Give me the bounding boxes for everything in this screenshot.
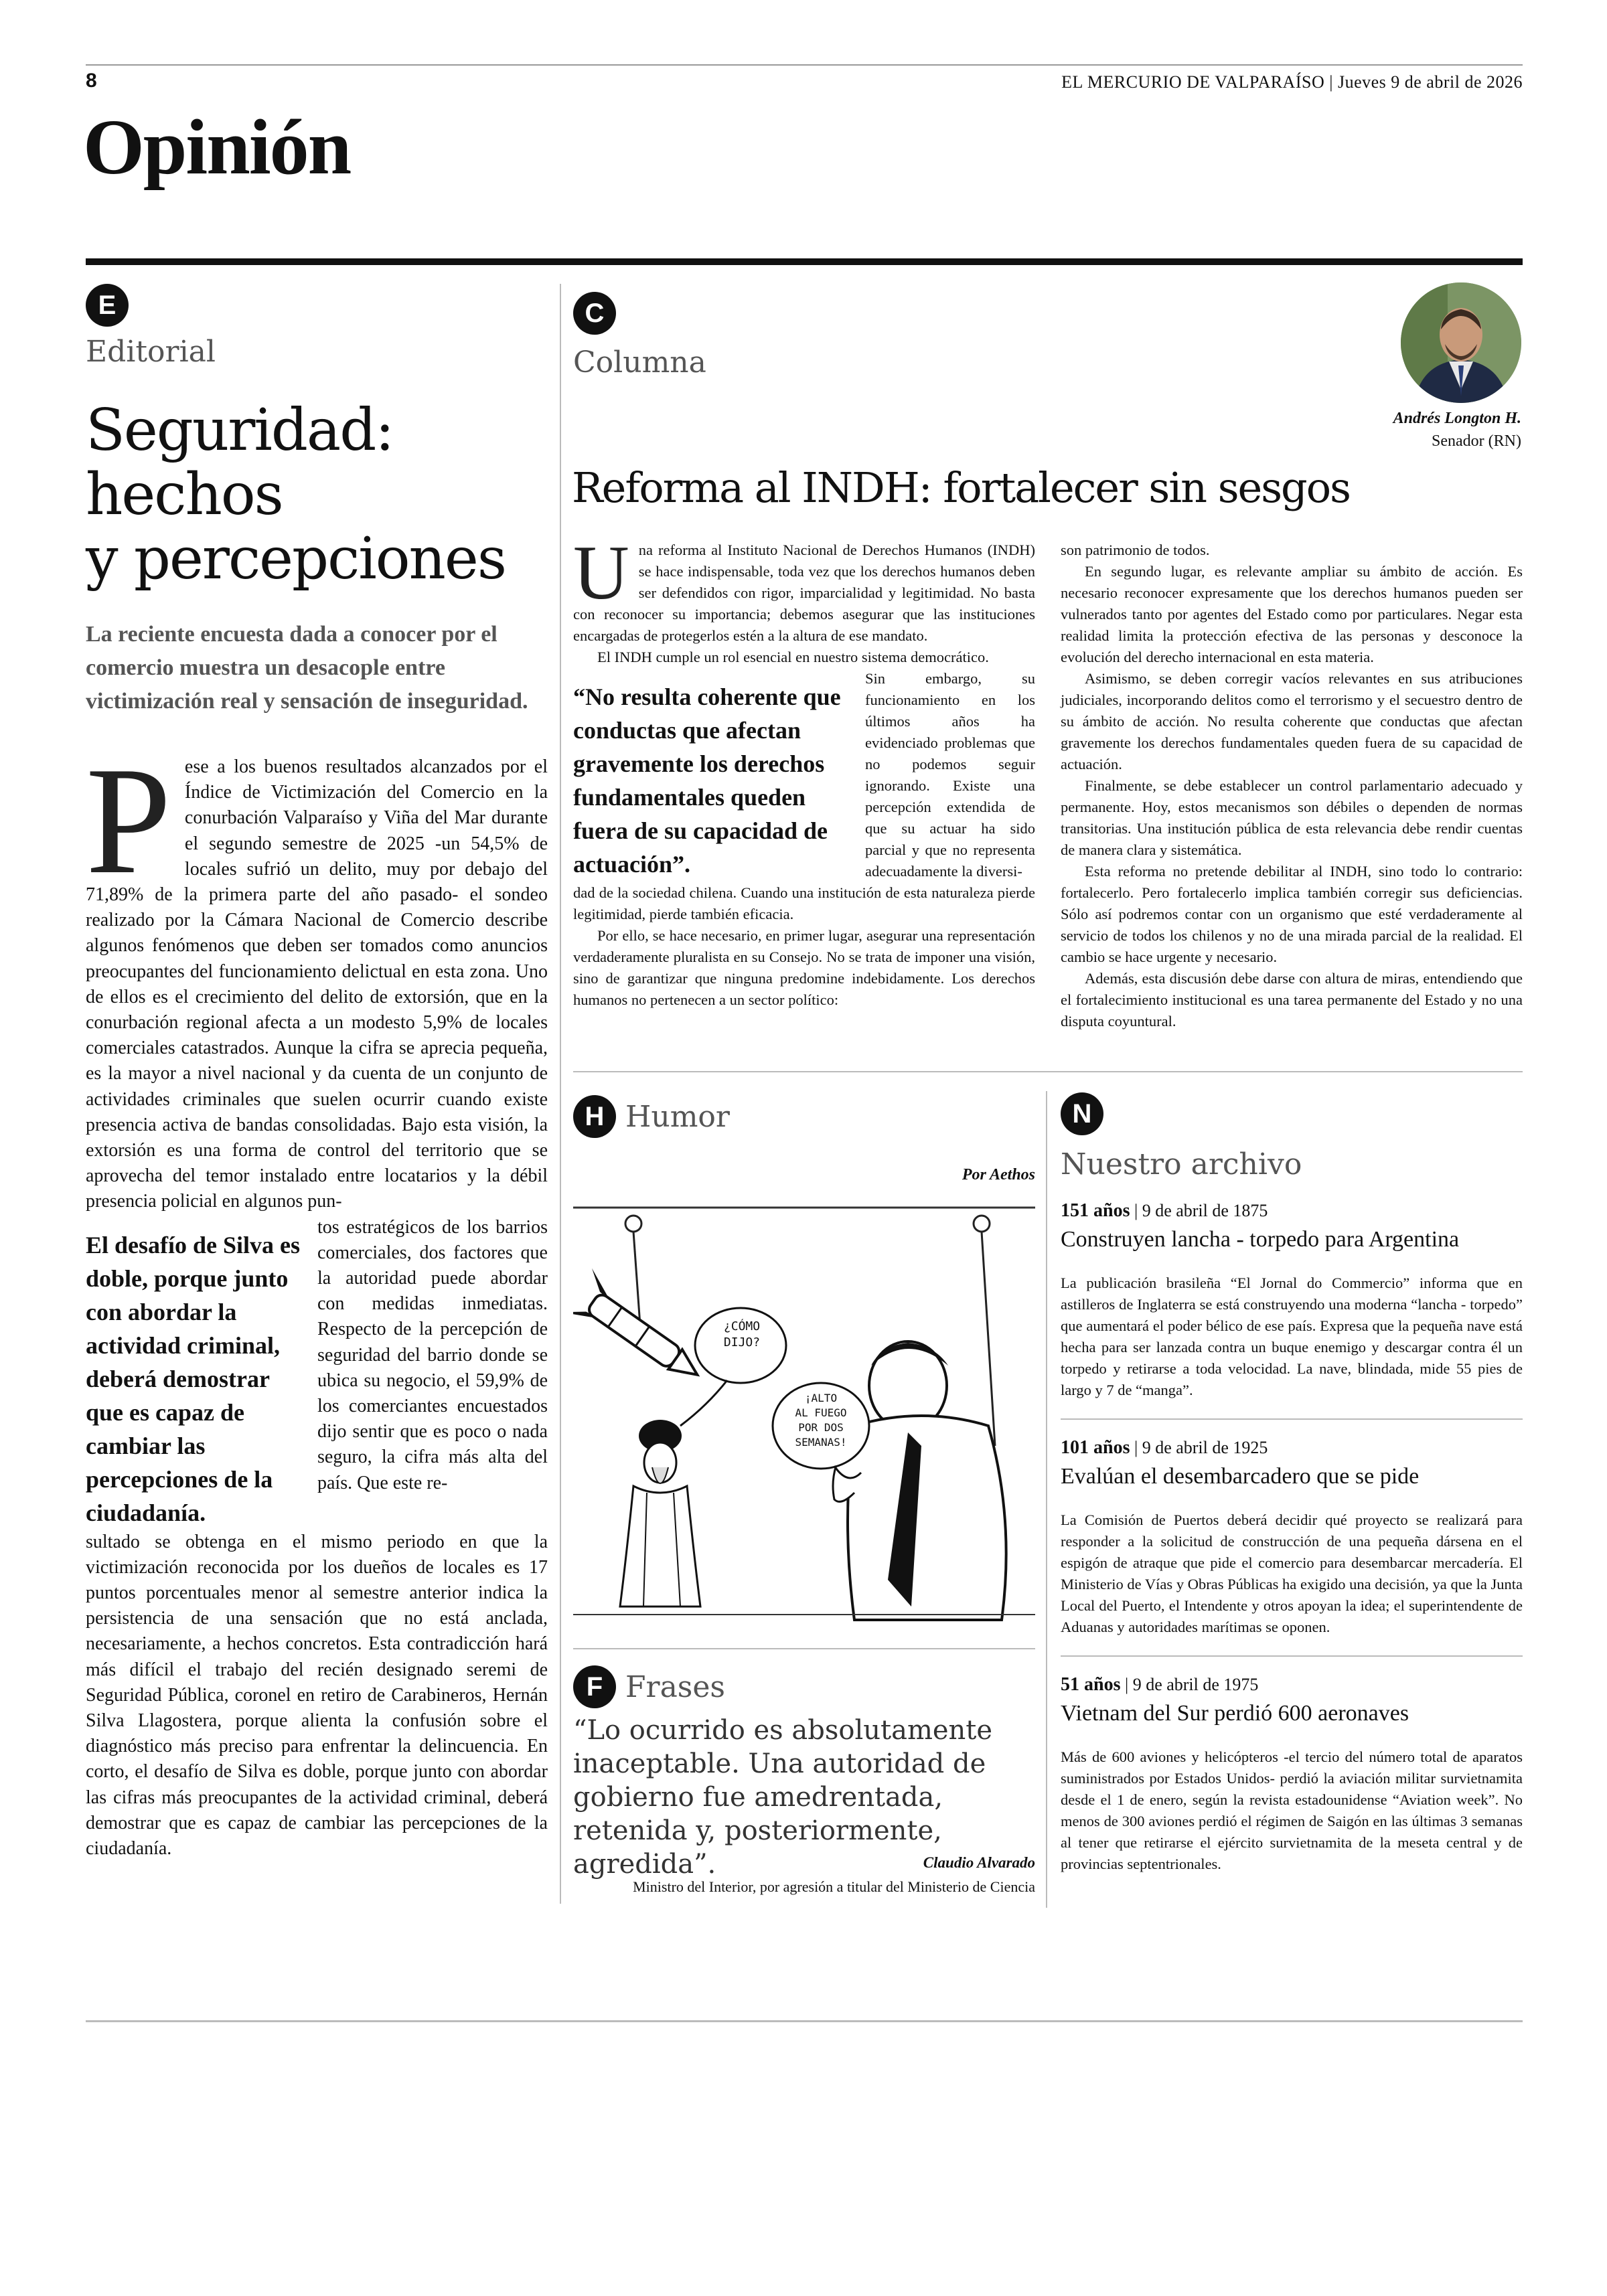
- archive-divider: [1061, 1418, 1523, 1420]
- humor-label: Humor: [625, 1099, 730, 1134]
- page-bottom-rule: [86, 2020, 1523, 2022]
- archive-item-text: La Comisión de Puertos deberá decidir qué proyecto se realizará para responder a la solicitud de construcción de una pequeña dársena en el espigón de atraque que pide el comercio para desembarcar mercadería. El Ministerio de Vías y Obras Públicas ha exigido una decisión, ya que la Junta Local del Puerto, el Intendente y otros apoyan la idea; el superintendente de Aduanas y autoridades marítimas se oponen.: [1061, 1511, 1523, 1635]
- archive-divider: [1061, 1655, 1523, 1657]
- section-title: Opinión: [83, 103, 351, 191]
- archive-item-meta: 151 años | 9 de abril de 1875: [1061, 1200, 1268, 1221]
- archive-item-meta: 101 años | 9 de abril de 1925: [1061, 1437, 1268, 1458]
- editorial-title-line-2: y percepciones: [86, 525, 506, 592]
- column-p6: Finalmente, se debe establecer un control parlamentario adecuado y permanente. Hoy, estos mecanismos son débiles o dependen de normas transitorias. Una institución pública de esta relevancia debe rendir cuentas de manera clara y sistemática.: [1061, 777, 1523, 858]
- column-author-block: [1393, 407, 1521, 453]
- page-number: 8: [86, 70, 97, 92]
- editorial-body-intro-text: ese a los buenos resultados alcanzados por el Índice de Victimización del Comercio en la conurbación Valparaíso y Viña del Mar durante el segundo semestre de 2025 -un 54,5% de locales sufrió un delito, muy por debajo del 71,89% de la primera parte del año pasado- el sondeo realizado por la Cámara Nacional de Comercio describe algunos fenómenos que deben ser tomados como anuncios preocupantes del funcionamiento delictual en esta zona. Uno de ellos es el crecimiento del delito de extorsión, que en la conurbación regional afecta a un modesto 5,9% de locales comerciales catastrados. Aunque la cifra se aprecia pequeña, es la mayor a nivel nacional y da cuenta de un conjunto de actividades criminales que suelen ocurrir cuando existe presencia activa de bandas consolidadas. Bajo esta visión, la extorsión es una forma de control del territorio que se aprovecha del temor instalado entre locatarios y la débil presencia policial en algunos pun-: [86, 756, 548, 1212]
- cartoon-bubble-right: [781, 1391, 861, 1450]
- archive-item-title: Construyen lancha - torpedo para Argentina: [1061, 1227, 1460, 1252]
- editorial-dropcap: P: [86, 735, 171, 906]
- column-p2-side: Sin embargo, su funcionamiento en los últimos años ha evidenciado problemas que no podemos seguir ignorando. Existe una percepción extendida de que su actuar ha sido parcial y que no representa adecuadamente la diversi-: [865, 670, 1035, 880]
- column-p8: Además, esta discusión debe darse con altura de miras, entendiendo que el fortalecimiento institucional es una tarea permanente del Estado y no una disputa coyuntural.: [1061, 970, 1523, 1030]
- archive-badge: N: [1061, 1092, 1103, 1135]
- top-rule: [86, 64, 1523, 66]
- masthead-separator: |: [1329, 72, 1338, 92]
- humor-header: [573, 1095, 730, 1138]
- column-p3-cont: son patrimonio de todos.: [1061, 542, 1210, 558]
- editorial: [86, 284, 548, 1862]
- editorial-title: [86, 398, 548, 591]
- column-p7: Esta reforma no pretende debilitar al INDH, sino todo lo contrario: fortalecerlo. Pero fortalecerlo implica también corregir sus deficiencias. Sólo así podremos contar con un organismo que esté verdaderamente al servicio de todos los chilenos y no de una mirada parcial de la realidad. El cambio se hace urgente y necesario.: [1061, 863, 1523, 965]
- author-avatar: [1401, 282, 1521, 403]
- archive-item-date: 9 de abril de 1975: [1132, 1675, 1259, 1694]
- frases-quote: “Lo ocurrido es absolutamente inaceptable. Una autoridad de gobierno fue amedrentada, retenida y, posteriormente, agredida”.: [573, 1715, 993, 1880]
- editorial-body-intro: [86, 735, 548, 1215]
- column-body-right: [1061, 540, 1523, 1032]
- archive-item-years: 101 años: [1061, 1437, 1130, 1458]
- cartoon-bubble-left: [704, 1319, 779, 1351]
- publication-name: EL MERCURIO DE VALPARAÍSO: [1061, 72, 1325, 92]
- column-pull-quote: “No resulta coherente que conductas que afectan gravemente los derechos fundamentales queden fuera de su capacidad de actuación”.: [573, 683, 841, 878]
- masthead: [1061, 72, 1523, 92]
- column-author-role: Senador (RN): [1432, 432, 1521, 450]
- frases-role: Ministro del Interior, por agresión a titular del Ministerio de Ciencia: [633, 1878, 1035, 1895]
- archive-item-date: 9 de abril de 1875: [1142, 1201, 1268, 1220]
- column-p2-end: dad de la sociedad chilena. Cuando una institución de esta naturaleza pierde legitimidad, pierde también eficacia.: [573, 884, 1035, 922]
- column-p2: El INDH cumple un rol esencial en nuestro sistema democrático.: [597, 649, 989, 665]
- editorial-pull-row: [86, 1215, 548, 1530]
- column-dropcap: U: [573, 530, 629, 616]
- column-divider-right: [1046, 1091, 1047, 1908]
- editorial-body-side: tos estratégicos de los barrios comerciales, dos factores que la autoridad puede abordar con medidas inmediatas. Respecto de la percepción de seguridad del barrio donde se ubica su negocio, el 59,9% de los comerciantes encuestados dijo sentir que es poco o nada seguro, la cifra más alta del país. Que este re-: [317, 1216, 548, 1493]
- cartoon-bubble-left-line-1: ¿CÓMO: [723, 1319, 761, 1333]
- frases-author: Claudio Alvarado: [923, 1854, 1035, 1871]
- column-header: [573, 292, 706, 380]
- archive-item-title: Evalúan el desembarcadero que se pide: [1061, 1464, 1420, 1489]
- column-pull-row: [573, 668, 1035, 882]
- archive-label: Nuestro archivo: [1061, 1147, 1302, 1181]
- humor-cartoon: [573, 1205, 1035, 1633]
- column-p5: Asimismo, se deben corregir vacíos relevantes en sus atribuciones judiciales, incorporando delitos como el terrorismo y el secuestro dentro de su ámbito de acción. No resulta coherente que conductas que afectan gravemente los derechos fundamentales queden fuera de su capacidad de actuación.: [1061, 670, 1523, 772]
- column-title: Reforma al INDH: fortalecer sin sesgos: [572, 463, 1350, 512]
- column-divider-left: [560, 284, 561, 1904]
- humor-author: Por Aethos: [962, 1166, 1035, 1183]
- editorial-pull-quote: El desafío de Silva es doble, porque junto con abordar la actividad criminal, deberá demostrar que es capaz de cambiar las percepciones de la ciudadanía.: [86, 1231, 301, 1526]
- editorial-body-end: sultado se obtenga en el mismo periodo en que la victimización reconocida por los dueños de locales es 17 puntos porcentuales menor al semestre anterior indica la persistencia de una sensación que no está anclada, necesariamente, a hechos concretos. Esta contradicción hará más difícil el trabajo del recién designado seremi de Seguridad Pública, coronel en retiro de Carabineros, Hernán Silva Llagostera, porque alienta la confusión sobre el diagnóstico más preciso para enfrentar la delincuencia. En corto, el desafío de Silva es doble, porque junto con abordar las cifras más preocupantes de la actividad criminal, deberá demostrar que es capaz de cambiar las percepciones de la ciudadanía.: [86, 1531, 548, 1860]
- editorial-badge: E: [86, 284, 129, 327]
- archive-item-text: La publicación brasileña “El Jornal do Commercio” informa que en astilleros de Inglaterra se está construyendo una moderna “lancha - torpedo” que aumentará el poder bélico de ese país. Expresa que la pequeña nave está hecha para ser lanzada contra un buque enemigo y descargar contra él un torpedo y retirarse a toda velocidad. La nave, blindada, mide 55 pies de largo y 7 de “manga”.: [1061, 1275, 1523, 1398]
- archive-item: [1061, 1437, 1523, 1638]
- cartoon-bubble-left-line-2: DIJO?: [723, 1335, 761, 1349]
- frases-badge: F: [573, 1665, 616, 1708]
- issue-date: Jueves 9 de abril de 2026: [1337, 72, 1523, 92]
- cartoon-bubble-right-line-1: ¡ALTO: [804, 1392, 838, 1404]
- archive-item-title: Vietnam del Sur perdió 600 aeronaves: [1061, 1701, 1409, 1726]
- archive-item-meta: 51 años | 9 de abril de 1975: [1061, 1674, 1259, 1695]
- column-p3: Por ello, se hace necesario, en primer lugar, asegurar una representación verdaderamente pluralista en su Consejo. No se trata de imponer una visión, sino de garantizar que ninguna predomine indebidamente. Los derechos humanos no pertenecen a un sector político:: [573, 927, 1035, 1008]
- archive-item: [1061, 1674, 1523, 1875]
- column-p1-text: na reforma al Instituto Nacional de Derechos Humanos (INDH) se hace indispensable, toda vez que los derechos humanos deben ser defendidos con rigor, imparcialidad y legitimidad. No basta con reconocer su importancia; debemos asegurar que las instituciones encargadas de protegerlos estén a la altura de ese mandato.: [573, 542, 1035, 644]
- cartoon-bubble-right-line-3: POR DOS: [798, 1421, 844, 1434]
- frases-header: [573, 1665, 725, 1708]
- column-badge: C: [573, 292, 616, 335]
- archive: [1061, 1092, 1523, 1875]
- section-rule: [86, 258, 1523, 265]
- column-label: Columna: [573, 345, 706, 380]
- archive-item-date: 9 de abril de 1925: [1142, 1438, 1268, 1457]
- column-author: Andrés Longton H.: [1393, 410, 1521, 427]
- archive-item-years: 51 años: [1061, 1674, 1121, 1695]
- column-p1: [573, 530, 1035, 647]
- cartoon-bubble-right-line-2: AL FUEGO: [795, 1406, 847, 1419]
- column-p4: En segundo lugar, es relevante ampliar su ámbito de acción. Es necesario reconocer expresamente que los derechos humanos pueden ser vulnerados tanto por agentes del Estado como por particulares. Negar esta realidad limita la protección efectiva de las personas y desconoce la evolución del derecho internacional en esta materia.: [1061, 563, 1523, 665]
- editorial-lead: La reciente encuesta dada a conocer por el comercio muestra un desacople entre victimización real y sensación de inseguridad.: [86, 622, 528, 714]
- frases-label: Frases: [625, 1669, 725, 1704]
- humor-bottom-rule: [573, 1648, 1035, 1649]
- humor-badge: H: [573, 1095, 616, 1138]
- archive-item-years: 151 años: [1061, 1200, 1130, 1221]
- cartoon-bubble-right-line-4: SEMANAS!: [795, 1436, 847, 1449]
- editorial-label: Editorial: [86, 335, 216, 369]
- author-portrait-icon: [1401, 282, 1521, 403]
- editorial-title-line-1: Seguridad: hechos: [86, 397, 394, 528]
- archive-item: [1061, 1200, 1523, 1401]
- column-body-left: [573, 530, 1035, 1011]
- column-bottom-rule: [573, 1071, 1523, 1072]
- archive-item-text: Más de 600 aviones y helicópteros -el tercio del número total de aparatos suministrados por Estados Unidos- perdió la aviación militar survietnamita desde el 1 de enero, según la revista estadounidense “Aviation week”. No menos de 300 aviones perdió el régimen de Saigón en las últimas 3 semanas al tener que retirarse el ejército survietnamita de la meseta central y de provincias septentrionales.: [1061, 1748, 1523, 1872]
